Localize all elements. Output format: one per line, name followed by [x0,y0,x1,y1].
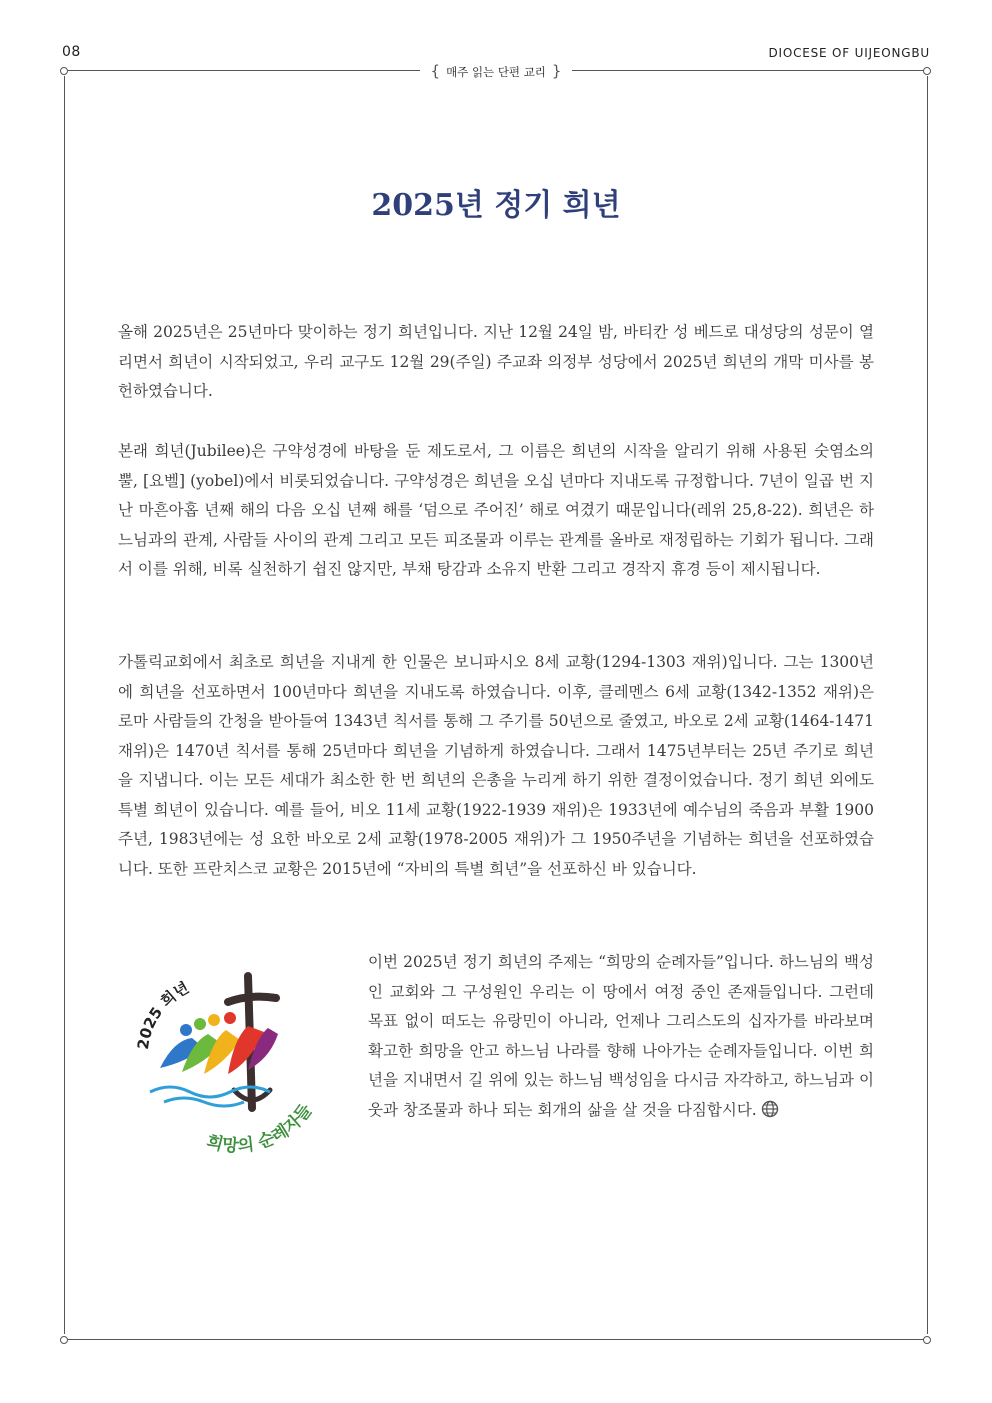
paragraph-3: 가톨릭교회에서 최초로 희년을 지내게 한 인물은 보니파시오 8세 교황(1294-1303 재위)입니다. 그는 1300년에 희년을 선포하면서 100년마다 희년을 지내도록 하였습니다. 이후, 클레멘스 6세 교황(1342-1352 재위)은 로마 사람들의 간청을 받아들여 1343년 칙서를 통해 그 주기를 50년으로 줄였고, 바오로 2세 교황(1464-1471 재위)은 1470년 칙서를 통해 25년마다 희년을 기념하게 하였습니다. 그래서 1475년부터는 25년 주기로 희년을 지냅니다. 이는 모든 세대가 최소한 한 번 희년의 은총을 누리게 하기 위한 결정이었습니다. 정기 희년 외에도 특별 희년이 있습니다. 예를 들어, 비오 11세 교황(1922-1939 재위)은 1933년에 예수님의 죽음과 부활 1900주년, 1983년에는 성 요한 바오로 2세 교황(1978-2005 재위)가 그 1950주년을 기념하는 희년을 선포하였습니다. 또한 프란치스코 교황은 2015년에 “자비의 특별 희년”을 선포하신 바 있습니다. [118,653,874,878]
frame-corner-bottom-left [60,1336,68,1344]
frame-top-right-line [572,70,924,71]
logo-motto: 희망의 순례자들 [204,1100,317,1157]
pilgrims-icon [160,1012,278,1074]
frame-right-line [927,76,928,1334]
diocese-name: DIOCESE OF UIJEONGBU [768,46,930,60]
frame-top-left-line [68,70,420,71]
logo-top-text: 2025 희년 [133,978,192,1051]
frame-left-line [64,76,65,1334]
paragraph-4-text: 이번 2025년 정기 희년의 주제는 “희망의 순례자들”입니다. 하느님의 백성인 교회와 그 구성원인 우리는 이 땅에서 여정 중인 존재들입니다. 그런데 목표 없이 떠도는 유랑민이 아니라, 언제나 그리스도의 십자가를 바라보며 확고한 희망을 안고 하느님 나라를 향해 나아가는 순례자들입니다. 이번 희년을 지내면서 길 위에 있는 하느님 백성임을 다시금 자각하고, 하느님과 이웃과 창조물과 하나 되는 회개의 삶을 살 것을 다짐합시다. [368,953,874,1119]
left-brace-icon: { [430,62,441,80]
paragraph-1: 올해 2025년은 25년마다 맞이하는 정기 희년입니다. 지난 12월 24일 밤, 바티칸 성 베드로 대성당의 성문이 열리면서 희년이 시작되었고, 우리 교구도 12월 29(주일) 주교좌 의정부 성당에서 2025년 희년의 개막 미사를 봉헌하였습니다. [118,323,874,400]
paragraph-2: 본래 희년(Jubilee)은 구약성경에 바탕을 둔 제도로서, 그 이름은 희년의 시작을 알리기 위해 사용된 숫염소의 뿔, [요벨] (yobel)에서 비롯되었습니다. 구약성경은 희년을 오십 년마다 지내도록 규정합니다. 7년이 일곱 번 지난 마흔아홉 년째 해의 다음 오십 년째 해를 ‘덤으로 주어진’ 해로 여겼기 때문입니다(레위 25,8-22). 희년은 하느님과의 관계, 사람들 사이의 관계 그리고 모든 피조물과 이루는 관계를 올바로 재정립하는 기회가 됩니다. 그래서 이를 위해, 비록 실천하기 쉽진 않지만, 부채 탕감과 소유지 반환 그리고 경작지 휴경 등이 제시됩니다. [118,442,874,578]
globe-icon [761,1100,779,1118]
page-title: 2025년 정기 희년 [371,188,621,223]
jubilee-logo [130,958,340,1168]
series-title-wrap [0,62,992,80]
waves-icon-2 [164,1098,244,1106]
right-brace-icon: } [551,62,562,80]
series-title: 매주 읽는 단편 교리 [446,65,546,79]
page-number: 08 [62,44,81,60]
paragraph-4 [368,948,874,1125]
frame-corner-top-right [923,67,931,75]
frame-bottom-line [68,1339,924,1340]
frame-corner-bottom-right [923,1336,931,1344]
frame-corner-top-left [60,67,68,75]
